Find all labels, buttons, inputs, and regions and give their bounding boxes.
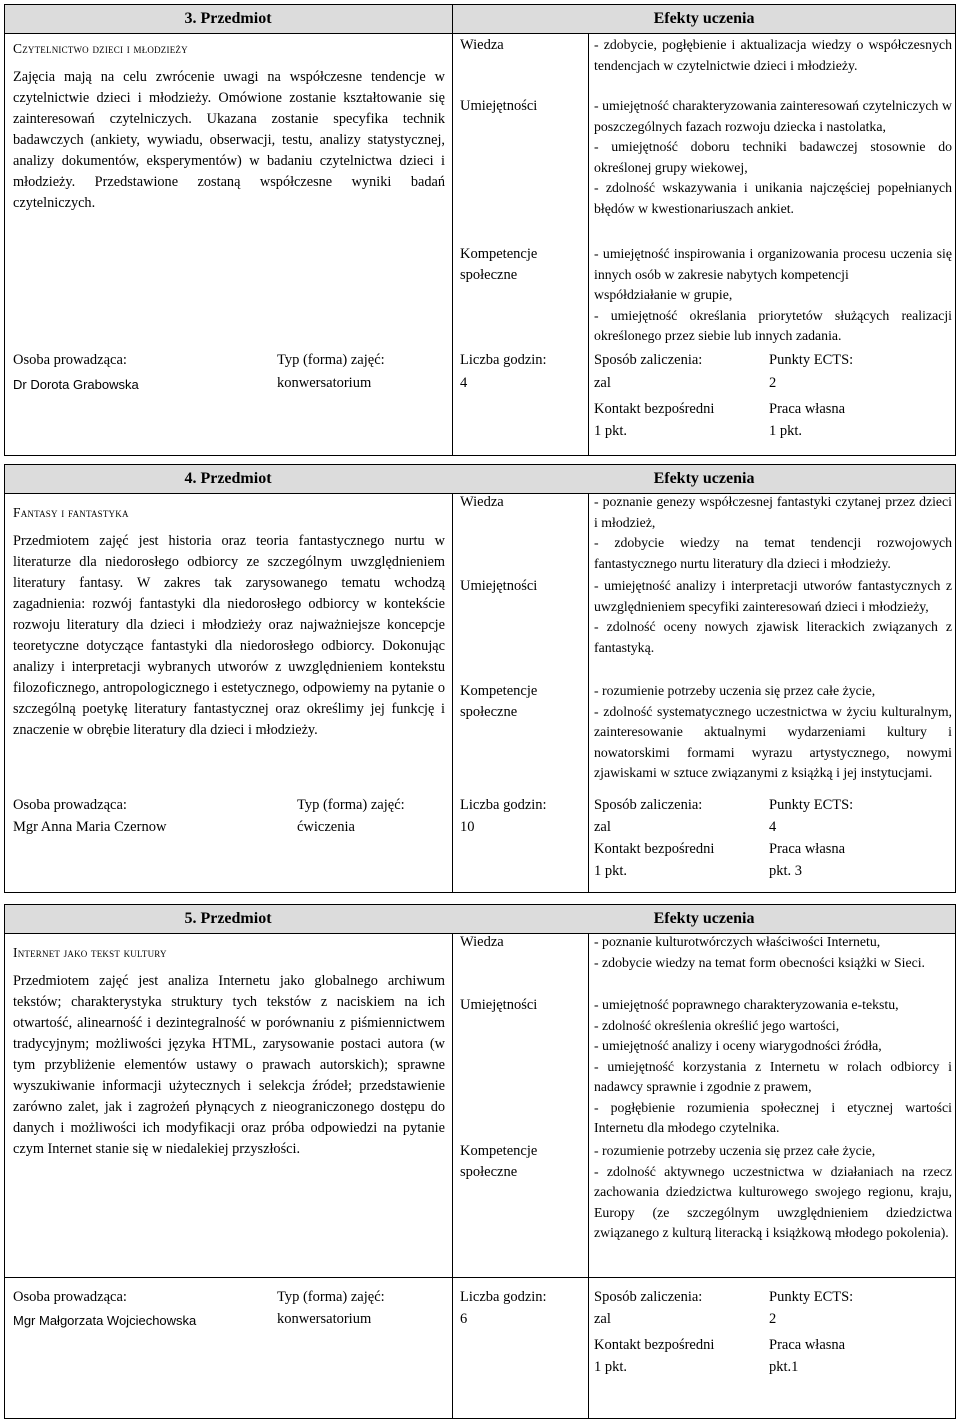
praca-value: pkt.1 bbox=[769, 1359, 799, 1375]
umiejetnosci-item: - pogłębienie rozumienia społecznej i etycznej wartości Internetu dla młodego czytelnika. bbox=[594, 1099, 952, 1135]
course-header bbox=[5, 5, 955, 34]
umiejetnosci-item: - zdolność określenia określić jego wartości, bbox=[594, 1017, 840, 1033]
umiejetnosci-item: - umiejętność analizy i oceny wiarygodności źródła, bbox=[594, 1038, 882, 1053]
kontakt-value: 1 pkt. bbox=[594, 863, 628, 879]
sposob-value: zal bbox=[594, 819, 611, 835]
efekty-header: Efekty uczenia bbox=[653, 470, 755, 487]
wiedza-label: Wiedza bbox=[460, 934, 504, 950]
sposob-label: Sposób zaliczenia: bbox=[594, 1289, 703, 1305]
kompetencje-item: - zdolność aktywnego uczestnictwa w działaniach na rzecz zachowania dziedzictwa kulturowego swojego regionu, kraju, Europy (ze szczególnym uwzględnieniem dziedzictwa związanego z kulturą literacką i książkową młodego pokolenia). bbox=[594, 1163, 952, 1240]
umiejetnosci-list bbox=[594, 576, 952, 658]
sposob-value: zal bbox=[594, 375, 611, 391]
kontakt-label: Kontakt bezpośredni bbox=[594, 401, 715, 417]
kompetencje-item: - umiejętność inspirowania i organizowania procesu uczenia się innych osób w zakresie nabytych kompetencji bbox=[594, 246, 952, 282]
praca-label: Praca własna bbox=[769, 401, 846, 417]
course-block-4 bbox=[4, 464, 956, 893]
liczba-value: 6 bbox=[460, 1311, 468, 1327]
punkty-value: 2 bbox=[769, 375, 777, 391]
osoba-value: Dr Dorota Grabowska bbox=[13, 377, 139, 392]
typ-label: Typ (forma) zajęć: bbox=[297, 797, 405, 813]
wiedza-item: - zdobycie wiedzy na temat tendencji rozwojowych fantastycznego nurtu literatury dla dzieci i młodzieży. bbox=[594, 535, 952, 571]
kompetencje-list bbox=[594, 1141, 952, 1244]
course-title: Czytelnictwo dzieci i młodzieży bbox=[13, 41, 188, 56]
umiejetnosci-label: Umiejętności bbox=[460, 578, 538, 594]
course-block-3 bbox=[4, 4, 956, 456]
wiedza-item: - zdobycie, pogłębienie i aktualizacja wiedzy o współczesnych tendencjach w czytelnictwie dzieci i młodzieży. bbox=[594, 37, 952, 73]
wiedza-item: - zdobycie wiedzy na temat form obecności książki w Sieci. bbox=[594, 954, 926, 970]
kontakt-label: Kontakt bezpośredni bbox=[594, 841, 715, 857]
section-number: 3. Przedmiot bbox=[184, 10, 272, 27]
course-title: Internet jako tekst kultury bbox=[13, 945, 167, 960]
wiedza-list bbox=[594, 932, 952, 973]
umiejetnosci-label: Umiejętności bbox=[460, 98, 538, 114]
course-description: Przedmiotem zajęć jest analiza Internetu jako globalnego archiwum tekstów; charakterystyka struktury tych tekstów z naciskiem na ich otwartość, alinearność i dezintegralność w porównaniu z piśmiennictwem tradycyjnym; możliwości języka HTML, zarysowanie postaci autora (w tym przybliżenie elementów ustawy o prawach autorskich); sprawne wyszukiwanie informacji użytecznych i selekcja źródeł; przedstawienie zarówno zalet, jak i zagrożeń płynących z nieograniczonego dostępu do danych i możliwości ich modyfikacji oraz próba odpowiedzi na pytanie czym Internet stanie się w niedalekiej przyszłości. bbox=[13, 973, 445, 1157]
umiejetnosci-item: - umiejętność poprawnego charakteryzowania e-tekstu, bbox=[594, 997, 899, 1012]
kompetencje-label: Kompetencje społeczne bbox=[460, 1143, 538, 1180]
efekty-header: Efekty uczenia bbox=[653, 10, 755, 27]
wiedza-item: - poznanie genezy współczesnej fantastyki czytanej przez dzieci i młodzież, bbox=[594, 494, 952, 530]
kompetencje-label: Kompetencje społeczne bbox=[460, 683, 538, 720]
punkty-label: Punkty ECTS: bbox=[769, 1289, 854, 1305]
osoba-label: Osoba prowadząca: bbox=[13, 1289, 127, 1305]
course-description: Zajęcia mają na celu zwrócenie uwagi na współczesne tendencje w czytelnictwie dzieci i młodzieży. Omówione zostanie kształtowanie się zainteresowań czytelniczych. Ukazana zostanie specyfika technik badawczych (ankiety, wywiadu, obserwacji, testu, analizy statystycznej, analizy dokumentów, eksperymentów) w badaniu czytelnictwa dzieci i młodzieży. Przedstawione zostaną współczesne wyniki badań czytelniczych. bbox=[13, 69, 445, 211]
osoba-value: Mgr Małgorzata Wojciechowska bbox=[13, 1313, 197, 1328]
typ-label: Typ (forma) zajęć: bbox=[277, 1289, 385, 1305]
liczba-value: 10 bbox=[460, 819, 475, 835]
wiedza-label: Wiedza bbox=[460, 37, 504, 53]
typ-value: konwersatorium bbox=[277, 1311, 372, 1327]
sposob-label: Sposób zaliczenia: bbox=[594, 352, 703, 368]
osoba-label: Osoba prowadząca: bbox=[13, 797, 127, 813]
praca-value: 1 pkt. bbox=[769, 423, 803, 439]
umiejetnosci-item: - umiejętność analizy i interpretacji utworów fantastycznych z uwzględnieniem specyfiki zainteresowań dzieci i młodzieży, bbox=[594, 578, 952, 614]
punkty-label: Punkty ECTS: bbox=[769, 797, 854, 813]
sposob-label: Sposób zaliczenia: bbox=[594, 797, 703, 813]
umiejetnosci-item: - zdolność wskazywania i unikania najczęściej popełnianych błędów w kwestionariuszach ankiet. bbox=[594, 180, 952, 216]
course-block-5 bbox=[4, 904, 956, 1419]
typ-value: ćwiczenia bbox=[297, 819, 355, 835]
kontakt-label: Kontakt bezpośredni bbox=[594, 1337, 715, 1353]
kompetencje-list bbox=[594, 681, 952, 784]
umiejetnosci-item: - umiejętność doboru techniki badawczej stosownie do określonej grupy wiekowej, bbox=[594, 139, 952, 175]
umiejetnosci-list bbox=[594, 995, 952, 1139]
course-header bbox=[5, 465, 955, 494]
kompetencje-item: - rozumienie potrzeby uczenia się przez całe życie, bbox=[594, 683, 876, 698]
umiejetnosci-list bbox=[594, 96, 952, 219]
liczba-label: Liczba godzin: bbox=[460, 1289, 547, 1305]
wiedza-list bbox=[594, 35, 952, 76]
kompetencje-item: - umiejętność określania priorytetów służących realizacji określonego przez siebie lub innych zadania. bbox=[594, 307, 952, 343]
typ-label: Typ (forma) zajęć: bbox=[277, 352, 385, 368]
liczba-label: Liczba godzin: bbox=[460, 352, 547, 368]
typ-value: konwersatorium bbox=[277, 375, 372, 391]
section-number: 4. Przedmiot bbox=[184, 470, 272, 487]
punkty-value: 4 bbox=[769, 819, 777, 835]
praca-label: Praca własna bbox=[769, 841, 846, 857]
umiejetnosci-item: - umiejętność charakteryzowania zainteresowań czytelniczych w poszczególnych fazach rozwoju dziecka i nastolatka, bbox=[594, 98, 952, 134]
umiejetnosci-item: - umiejętność korzystania z Internetu w rolach odbiorcy i nadawcy sprawnie i zgodnie z prawem, bbox=[594, 1058, 952, 1094]
kompetencje-item: - zdolność systematycznego uczestnictwa w życiu kulturalnym, zainteresowanie aktualnymi wydarzeniami kultury i nowatorskimi formami wyrazu artystycznego, nowymi zjawiskami w sztuce związanymi z książką i jej instytucjami. bbox=[594, 703, 952, 780]
liczba-label: Liczba godzin: bbox=[460, 797, 547, 813]
kompetencje-item: współdziałanie w grupie, bbox=[594, 287, 733, 302]
wiedza-item: - poznanie kulturotwórczych właściwości Internetu, bbox=[594, 934, 881, 949]
wiedza-list bbox=[594, 492, 952, 574]
sposob-value: zal bbox=[594, 1311, 611, 1327]
punkty-label: Punkty ECTS: bbox=[769, 352, 854, 368]
kompetencje-label: Kompetencje społeczne bbox=[460, 246, 538, 283]
kompetencje-item: - rozumienie potrzeby uczenia się przez całe życie, bbox=[594, 1143, 876, 1158]
umiejetnosci-item: - zdolność oceny nowych zjawisk literackich związanych z fantastyką. bbox=[594, 619, 952, 655]
course-title: Fantasy i fantastyka bbox=[13, 505, 129, 520]
wiedza-label: Wiedza bbox=[460, 494, 504, 510]
osoba-label: Osoba prowadząca: bbox=[13, 352, 127, 368]
kontakt-value: 1 pkt. bbox=[594, 423, 628, 439]
course-description: Przedmiotem zajęć jest historia oraz teoria fantastycznego nurtu w literaturze dla niedorosłego odbiorcy ze szczególnym uwzględnieniem literatury fantasy. W zakres tak zarysowanego tematu wchodzą zagadnienia: rozwój fantastyki dla niedorosłego odbiorcy w kontekście rozwoju literatury dla dzieci i młodzieży oraz najważniejsze koncepcje teoretyczne dotyczące fantastyki dla niedorosłego odbiorcy. Dokonując analizy i interpretacji wybranych utworów z uwzględnieniem kontekstu filozoficznego, antropologicznego i estetycznego, odpowiemy na pytanie o szczególną poetykę literatury fantastycznej oraz określimy jej funkcję i znaczenie w obrębie literatury dla dzieci i młodzieży. bbox=[13, 533, 445, 738]
praca-value: pkt. 3 bbox=[769, 863, 803, 879]
osoba-value: Mgr Anna Maria Czernow bbox=[13, 819, 167, 835]
kompetencje-list bbox=[594, 244, 952, 347]
course-header bbox=[5, 905, 955, 934]
punkty-value: 2 bbox=[769, 1311, 777, 1327]
praca-label: Praca własna bbox=[769, 1337, 846, 1353]
liczba-value: 4 bbox=[460, 375, 468, 391]
umiejetnosci-label: Umiejętności bbox=[460, 997, 538, 1013]
efekty-header: Efekty uczenia bbox=[653, 910, 755, 927]
section-number: 5. Przedmiot bbox=[184, 910, 272, 927]
kontakt-value: 1 pkt. bbox=[594, 1359, 628, 1375]
